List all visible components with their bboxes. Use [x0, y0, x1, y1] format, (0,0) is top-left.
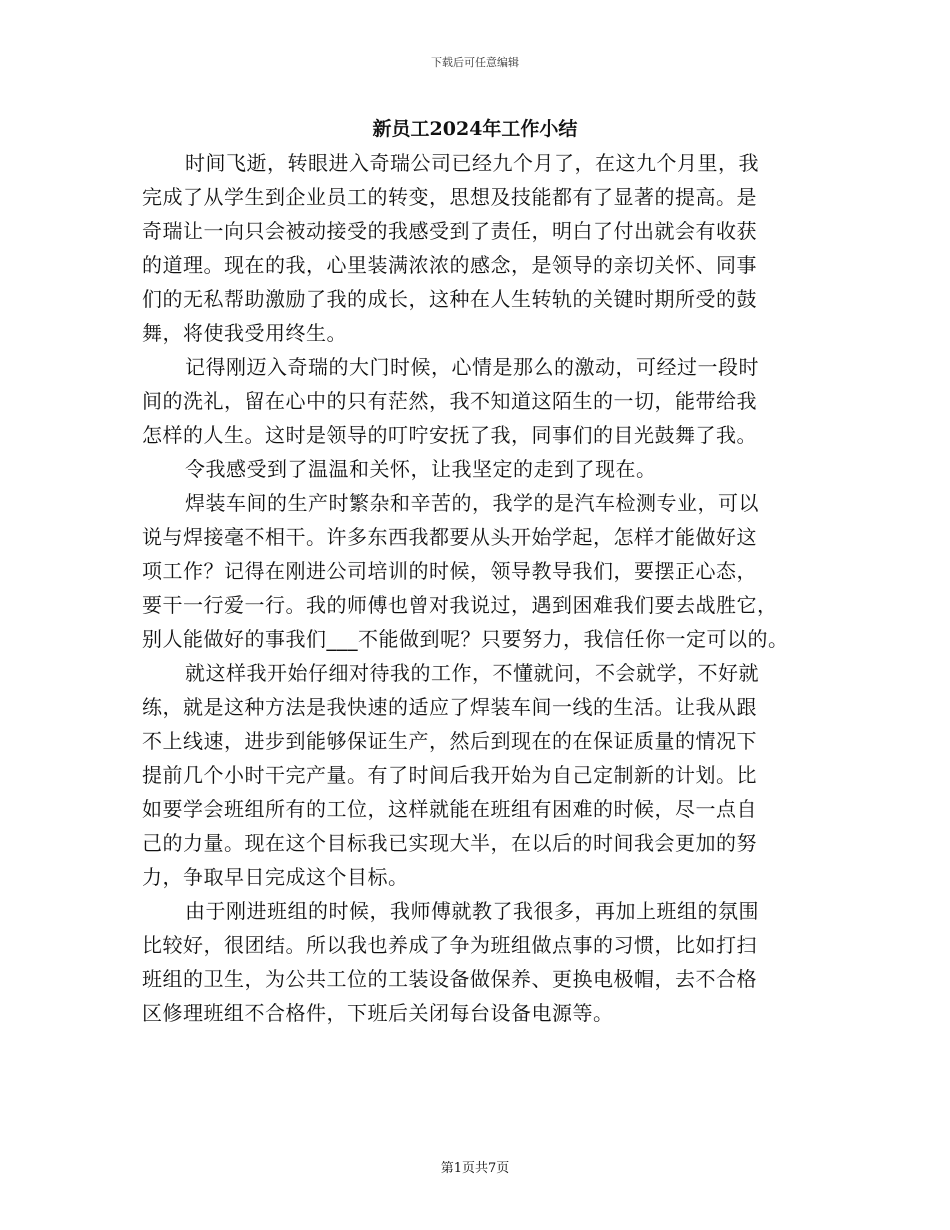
paragraph-1-line-3: 奇瑞让一向只会被动接受的我感受到了责任，明白了付出就会有收获	[142, 219, 757, 243]
paragraph-5-line-4: 提前几个小时干完产量。有了时间后我开始为自己定制新的计划。比	[142, 763, 757, 787]
paragraph-4-line-5: 别人能做好的事我们___不能做到呢？只要努力，我信任你一定可以的。	[142, 627, 789, 651]
header-note: 下载后可任意编辑	[431, 56, 519, 69]
paragraph-1-line-4: 的道理。现在的我，心里装满浓浓的感念，是领导的亲切关怀、同事	[142, 253, 757, 277]
paragraph-4-line-2: 说与焊接毫不相干。许多东西我都要从头开始学起，怎样才能做好这	[142, 525, 757, 549]
paragraph-2-line-2: 间的洗礼，留在心中的只有茫然，我不知道这陌生的一切，能带给我	[142, 389, 757, 413]
paragraph-5-line-1: 就这样我开始仔细对待我的工作，不懂就问，不会就学，不好就	[185, 661, 759, 685]
paragraph-4-line-4: 要干一行爱一行。我的师傅也曾对我说过，遇到困难我们要去战胜它，	[142, 593, 778, 617]
paragraph-6-line-3: 班组的卫生，为公共工位的工装设备做保养、更换电极帽，去不合格	[142, 967, 757, 991]
paragraph-1-line-6: 舞，将使我受用终生。	[142, 321, 347, 345]
paragraph-1-line-1: 时间飞逝，转眼进入奇瑞公司已经九个月了，在这九个月里，我	[185, 151, 759, 175]
document-title: 新员工2024年工作小结	[372, 118, 578, 140]
paragraph-5-line-2: 练，就是这种方法是我快速的适应了焊装车间一线的生活。让我从跟	[142, 695, 757, 719]
page-number: 第1页共7页	[440, 1161, 510, 1176]
paragraph-1-line-2: 完成了从学生到企业员工的转变，思想及技能都有了显著的提高。是	[142, 185, 757, 209]
paragraph-6-line-1: 由于刚进班组的时候，我师傅就教了我很多，再加上班组的氛围	[185, 899, 759, 923]
paragraph-4-line-1: 焊装车间的生产时繁杂和辛苦的，我学的是汽车检测专业，可以	[185, 491, 759, 515]
paragraph-5-line-7: 力，争取早日完成这个目标。	[142, 865, 409, 889]
paragraph-6-line-4: 区修理班组不合格件，下班后关闭每台设备电源等。	[142, 1001, 614, 1025]
paragraph-1-line-5: 们的无私帮助激励了我的成长，这种在人生转轨的关键时期所受的鼓	[142, 287, 757, 311]
paragraph-5-line-6: 己的力量。现在这个目标我已实现大半，在以后的时间我会更加的努	[142, 831, 757, 855]
paragraph-5-line-3: 不上线速，进步到能够保证生产，然后到现在的在保证质量的情况下	[142, 729, 757, 753]
paragraph-6-line-2: 比较好，很团结。所以我也养成了争为班组做点事的习惯，比如打扫	[142, 933, 757, 957]
paragraph-2-line-3: 怎样的人生。这时是领导的叮咛安抚了我，同事们的目光鼓舞了我。	[142, 423, 757, 447]
paragraph-5-line-5: 如要学会班组所有的工位，这样就能在班组有困难的时候，尽一点自	[142, 797, 757, 821]
paragraph-2-line-1: 记得刚迈入奇瑞的大门时候，心情是那么的激动，可经过一段时	[185, 355, 759, 379]
paragraph-4-line-3: 项工作？记得在刚进公司培训的时候，领导教导我们，要摆正心态，	[142, 559, 757, 583]
paragraph-3-line-1: 令我感受到了温温和关怀，让我坚定的走到了现在。	[185, 457, 657, 481]
document-body	[142, 146, 822, 1030]
